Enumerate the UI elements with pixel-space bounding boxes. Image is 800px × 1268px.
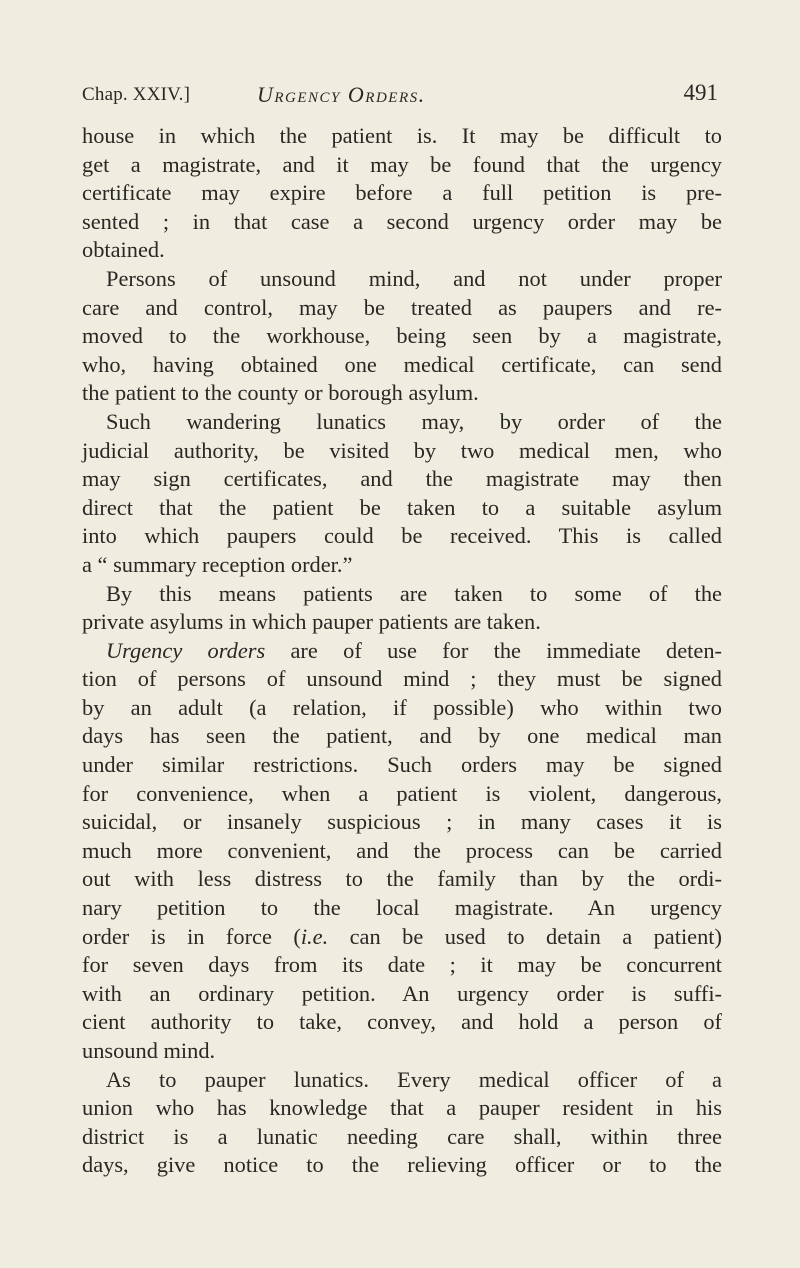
text-line <box>82 580 722 609</box>
line-text: obtained. <box>82 237 165 263</box>
line-text: into which paupers could be received. This is called <box>82 523 722 549</box>
line-text: can be used to detain a patient) <box>328 923 722 949</box>
line-text: direct that the patient be taken to a suitable asylum <box>82 494 722 520</box>
text-line <box>82 808 722 837</box>
text-line <box>82 437 722 466</box>
text-line <box>82 894 722 923</box>
line-text: get a magistrate, and it may be found that the urgency <box>82 151 722 177</box>
line-text: suicidal, or insanely suspicious ; in many cases it is <box>82 809 722 835</box>
line-text: house in which the patient is. It may be difficult to <box>82 123 722 148</box>
line-text: days has seen the patient, and by one medical man <box>82 723 722 749</box>
line-text: nary petition to the local magistrate. An urgency <box>82 895 722 921</box>
line-text: unsound mind. <box>82 1038 216 1063</box>
italic-text: Urgency orders <box>106 637 266 663</box>
line-text: under similar restrictions. Such orders may be signed <box>82 752 722 778</box>
text-line <box>82 408 722 437</box>
body-text <box>82 122 722 1180</box>
text-line <box>82 923 722 952</box>
line-text: sented ; in that case a second urgency order may be <box>82 208 722 234</box>
running-head <box>82 76 718 110</box>
line-text: care and control, may be treated as paupers and re- <box>82 294 722 320</box>
text-line <box>82 1151 722 1180</box>
text-line <box>82 1123 722 1152</box>
line-text: Such wandering lunatics may, by order of the <box>106 408 722 434</box>
line-text: for seven days from its date ; it may be concurrent <box>82 952 722 978</box>
text-line <box>82 837 722 866</box>
line-text: union who has knowledge that a pauper resident in his <box>82 1095 722 1121</box>
text-line <box>82 351 722 380</box>
text-line <box>82 379 722 408</box>
page-number: 491 <box>683 80 718 105</box>
text-line <box>82 265 722 294</box>
line-text: private asylums in which pauper patients are taken. <box>82 609 541 635</box>
line-text: judicial authority, be visited by two medical men, who <box>82 437 722 463</box>
text-line <box>82 608 722 637</box>
line-text: by an adult (a relation, if possible) who within two <box>82 694 722 720</box>
text-line <box>82 1037 722 1066</box>
text-line <box>82 1008 722 1037</box>
line-text: district is a lunatic needing care shall, within three <box>82 1123 722 1149</box>
line-text: moved to the workhouse, being seen by a magistrate, <box>82 323 722 349</box>
text-line <box>82 780 722 809</box>
line-text: much more convenient, and the process can be carried <box>82 837 722 863</box>
text-line <box>82 322 722 351</box>
text-line <box>82 522 722 551</box>
text-line <box>82 1066 722 1095</box>
line-text: the patient to the county or borough asylum. <box>82 380 479 406</box>
text-line <box>82 665 722 694</box>
text-line <box>82 465 722 494</box>
line-text: Persons of unsound mind, and not under proper <box>106 265 722 291</box>
text-line <box>82 179 722 208</box>
line-text: By this means patients are taken to some of the <box>106 580 722 606</box>
text-line <box>82 980 722 1009</box>
line-text: tion of persons of unsound mind ; they must be signed <box>82 666 722 692</box>
line-text: a “ summary reception order.” <box>82 551 353 577</box>
line-text: who, having obtained one medical certificate, can send <box>82 351 722 377</box>
text-line <box>82 722 722 751</box>
chapter-reference: Chap. XXIV.] <box>82 84 191 105</box>
line-text: cient authority to take, convey, and hold a person of <box>82 1009 722 1035</box>
text-line <box>82 236 722 265</box>
text-line <box>82 551 722 580</box>
text-line <box>82 1094 722 1123</box>
line-text: out with less distress to the family than by the ordi- <box>82 866 722 892</box>
text-line <box>82 951 722 980</box>
italic-text: i.e. <box>300 923 329 949</box>
text-line <box>82 208 722 237</box>
text-line <box>82 494 722 523</box>
running-title: Urgency Orders. <box>257 82 426 107</box>
line-text: order is in force ( <box>82 923 301 949</box>
text-line <box>82 751 722 780</box>
line-text: are of use for the immediate deten- <box>265 637 722 663</box>
text-line <box>82 694 722 723</box>
text-line <box>82 865 722 894</box>
line-text: certificate may expire before a full petition is pre- <box>82 180 722 206</box>
line-text: days, give notice to the relieving officer or to the <box>82 1152 722 1178</box>
text-line <box>82 151 722 180</box>
line-text: with an ordinary petition. An urgency order is suffi- <box>82 980 722 1006</box>
text-line <box>82 294 722 323</box>
line-text: for convenience, when a patient is violent, dangerous, <box>82 780 722 806</box>
text-line <box>82 637 722 666</box>
line-text: may sign certificates, and the magistrate may then <box>82 466 722 492</box>
text-line <box>82 122 722 151</box>
line-text: As to pauper lunatics. Every medical officer of a <box>106 1066 722 1092</box>
